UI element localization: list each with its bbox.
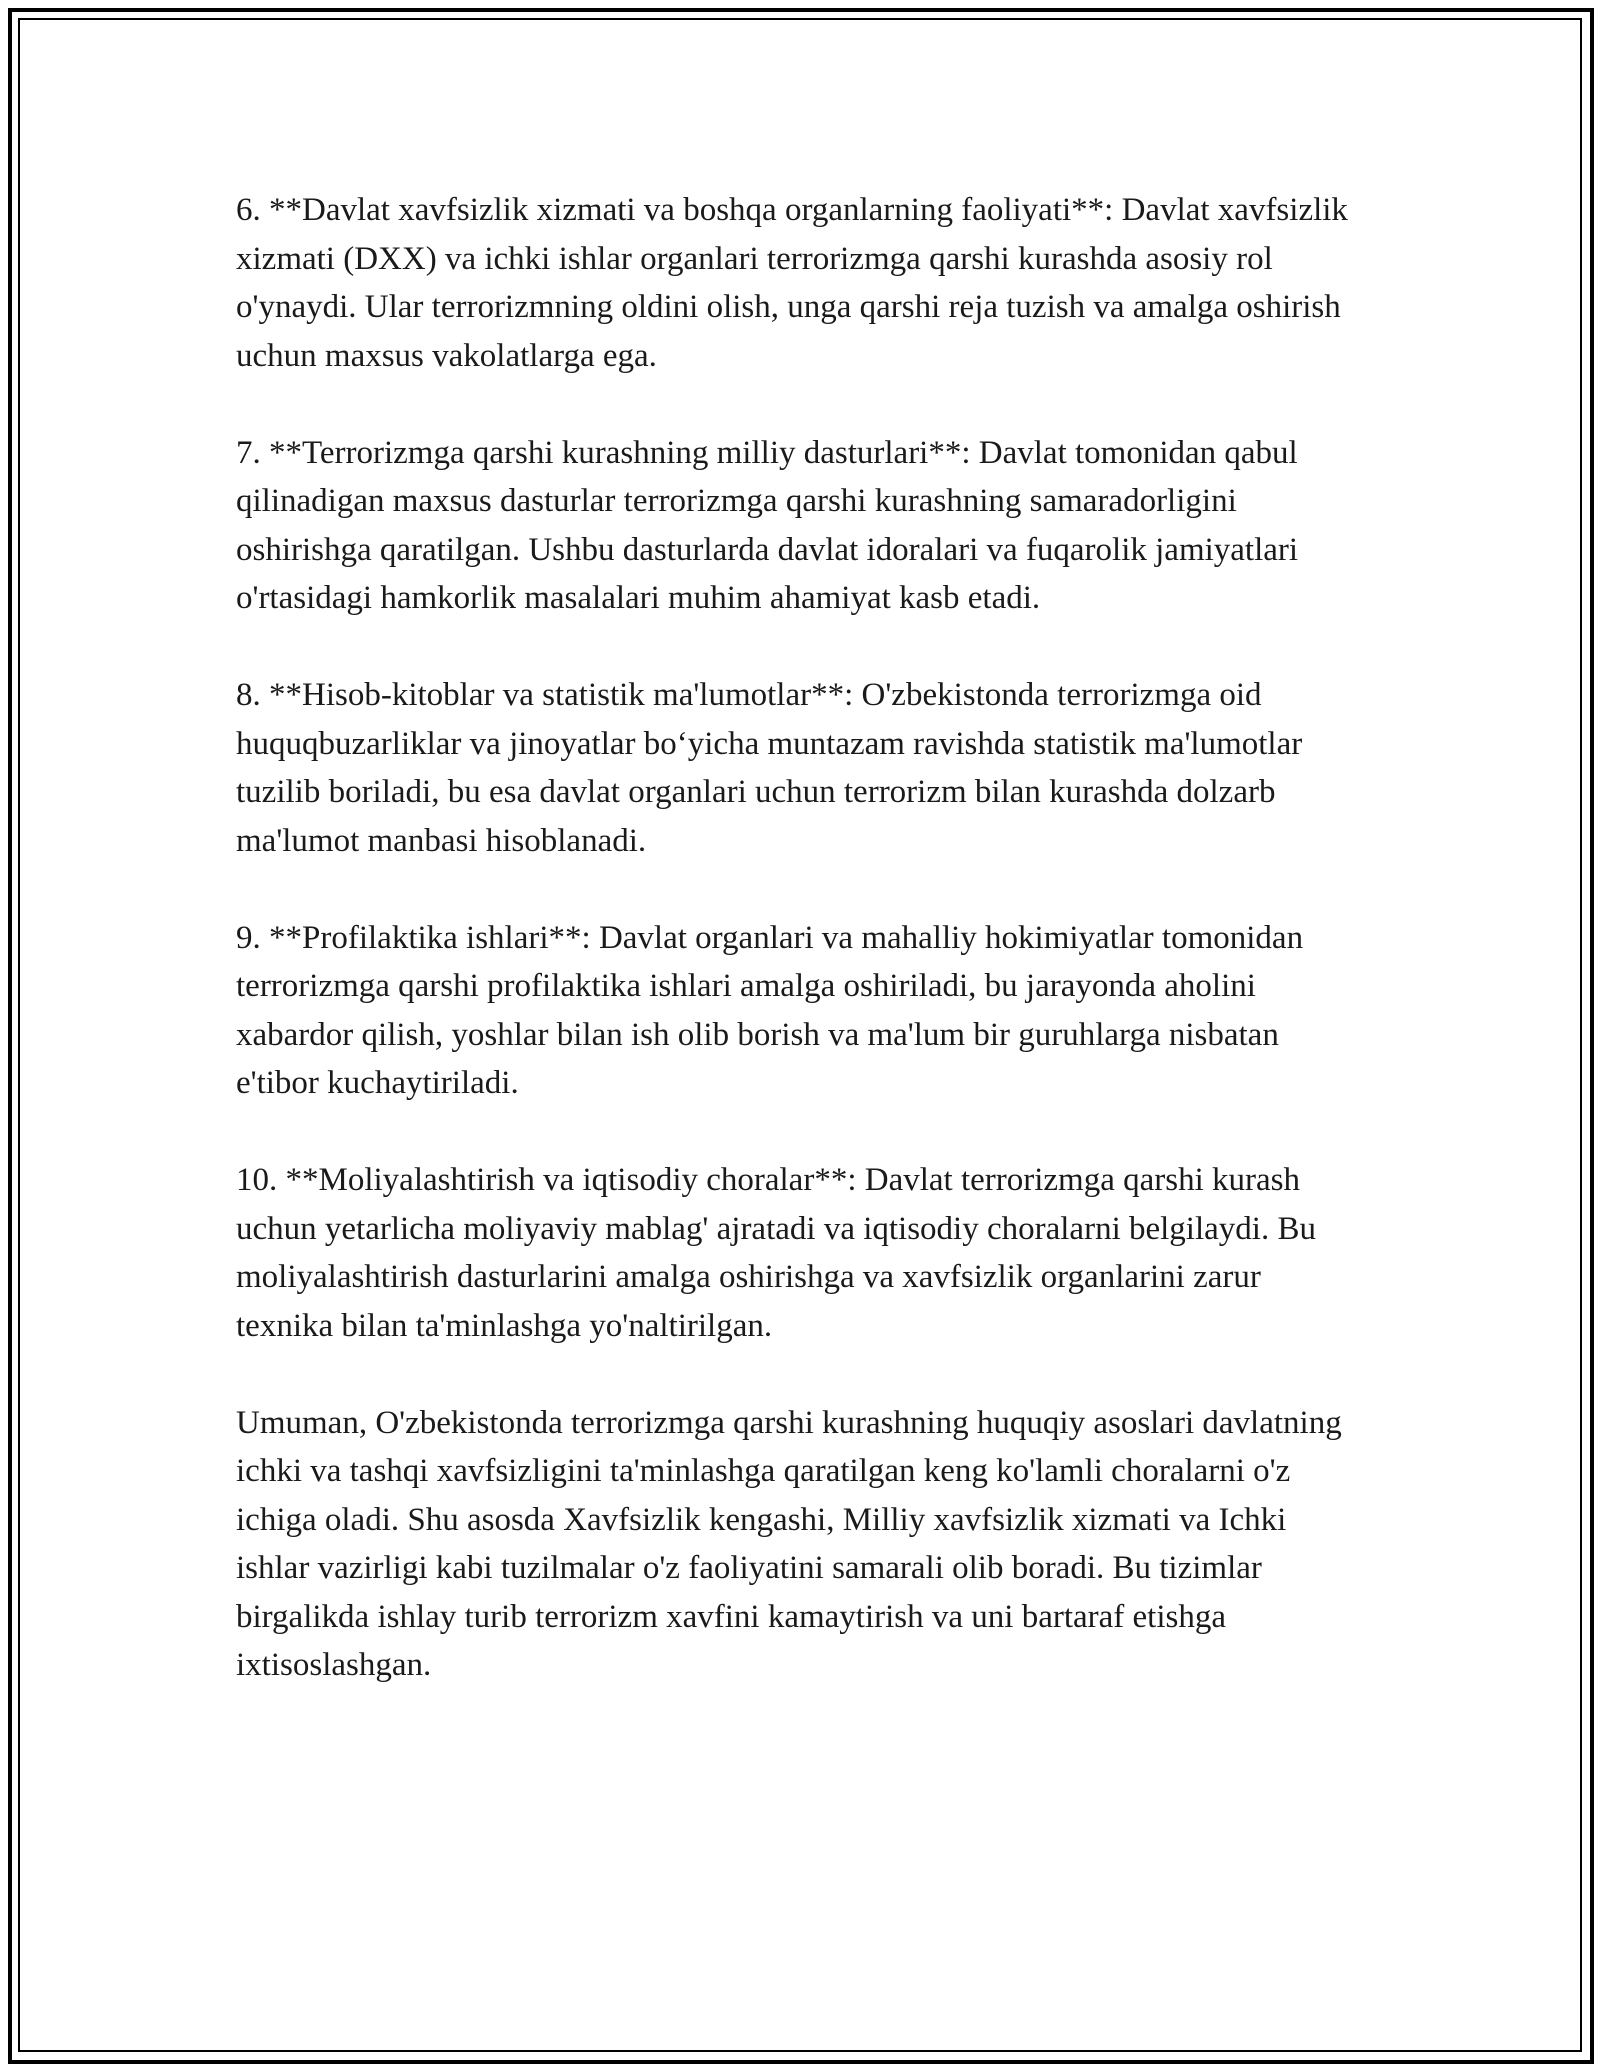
paragraph-10: 10. **Moliyalashtirish va iqtisodiy choralar**: Davlat terrorizmga qarshi kurash uchun yetarlicha moliyaviy mablag' ajratadi va iqtisodiy choralarni belgilaydi. Bu moliyalashtirish dasturlarini amalga oshirishga va xavfsizlik organlarini zarur texnika bilan ta'minlashga yo'naltirilgan. <box>236 1162 1316 1344</box>
paragraph-6: 6. **Davlat xavfsizlik xizmati va boshqa organlarning faoliyati**: Davlat xavfsizlik xizmati (DXX) va ichki ishlar organlari terrorizmga qarshi kurashda asosiy rol o'ynaydi. Ular terrorizmning oldini olish, unga qarshi reja tuzish va amalga oshirish uchun maxsus vakolatlarga ega. <box>236 192 1348 374</box>
paragraph-7: 7. **Terrorizmga qarshi kurashning milliy dasturlari**: Davlat tomonidan qabul qilinadigan maxsus dasturlar terrorizmga qarshi kurashning samaradorligini oshirishga qaratilgan. Ushbu dasturlarda davlat idoralari va fuqarolik jamiyatlari o'rtasidagi hamkorlik masalalari muhim ahamiyat kasb etadi. <box>236 434 1299 616</box>
paragraph-9: 9. **Profilaktika ishlari**: Davlat organlari va mahalliy hokimiyatlar tomonidan terrorizmga qarshi profilaktika ishlari amalga oshiriladi, bu jarayonda aholini xabardor qilish, yoshlar bilan ish olib borish va ma'lum bir guruhlarga nisbatan e'tibor kuchaytiriladi. <box>236 919 1304 1101</box>
paragraph-conclusion: Umuman, O'zbekistonda terrorizmga qarshi kurashning huquqiy asoslari davlatning ichki va tashqi xavfsizligini ta'minlashga qaratilgan keng ko'lamli choralarni o'z ichiga oladi. Shu asosda Xavfsizlik kengashi, Milliy xavfsizlik xizmati va Ichki ishlar vazirligi kabi tuzilmalar o'z faoliyatini samarali olib boradi. Bu tizimlar birgalikda ishlay turib terrorizm xavfini kamaytirish va uni bartaraf etishga ixtisoslashgan. <box>236 1404 1342 1683</box>
document-body <box>236 186 1366 1690</box>
paragraph-8: 8. **Hisob-kitoblar va statistik ma'lumotlar**: O'zbekistonda terrorizmga oid huquqbuzarliklar va jinoyatlar bo‘yicha muntazam ravishda statistik ma'lumotlar tuzilib boriladi, bu esa davlat organlari uchun terrorizm bilan kurashda dolzarb ma'lumot manbasi hisoblanadi. <box>236 677 1303 859</box>
